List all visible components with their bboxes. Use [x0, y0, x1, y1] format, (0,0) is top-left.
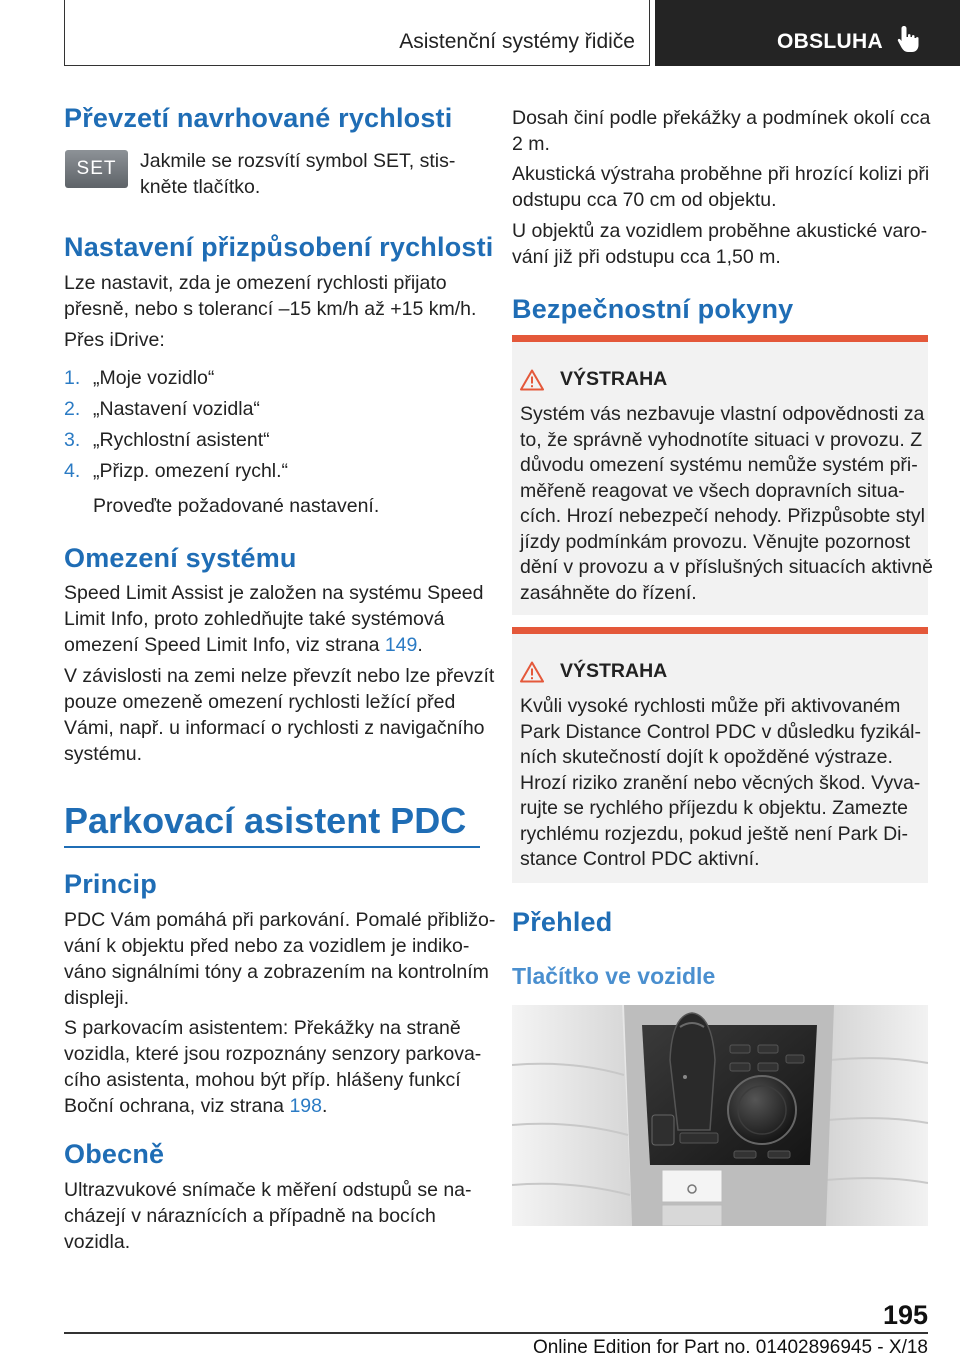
header-title-box — [64, 0, 650, 66]
range-text-1: Dosah činí podle překážky a podmínek okolí cca 2 m. — [512, 107, 931, 155]
heading-speed-adjust: Nastavení přizpůsobení rychlosti — [64, 232, 494, 262]
chapter-divider — [64, 846, 480, 848]
limits-text-1: Speed Limit Assist je založen na systému Speed Limit Info, proto zohledňujte také systémová omezení Speed Limit Info, viz strana 149. — [64, 582, 484, 656]
warning-box-1 — [512, 335, 933, 615]
warning-title: VÝSTRAHA — [560, 660, 668, 682]
step-item: 1. „Moje vozidlo“ — [64, 367, 215, 389]
chapter-title: Parkovací asistent PDC — [64, 800, 467, 841]
takeover-text: Jakmile se rozsvítí symbol SET, stis- kněte tlačítko. — [140, 150, 456, 198]
center-console-illustration — [512, 1005, 928, 1226]
header-section-tab — [655, 0, 960, 66]
heading-safety: Bezpečnostní pokyny — [512, 294, 794, 324]
range-text-2: Akustická výstraha proběhne při hrozící kolizi při odstupu cca 70 cm od objektu. — [512, 163, 930, 211]
header-section: OBSLUHA — [777, 30, 883, 53]
general-text: Ultrazvukové snímače k měření odstupů se na- cházejí v náraznících a případně na bocích vozidla. — [64, 1179, 472, 1253]
warning-text: Kvůli vysoké rychlosti může při aktivovaném Park Distance Control PDC v důsledku fyzikál- ních skutečností dojít k opožděné výstraze. Hrozí riziko zranění nebo věcných škod. Vyva- rujte se rychlého příjezdu k objektu. Zamezte rychlému rozjezdu, pokud ještě není Park Di- stance Control PDC aktivní. — [520, 695, 921, 870]
page-link-198[interactable]: 198 — [289, 1095, 322, 1117]
via-idrive-text: Přes iDrive: — [64, 329, 165, 351]
center-console-photo — [512, 1005, 928, 1226]
limits-text-2: V závislosti na zemi nelze převzít nebo lze převzít pouze omezeně omezení rychlosti ležící před Vámi, např. u informací o rychlosti z navigačního systému. — [64, 665, 495, 765]
page-number: 195 — [882, 1300, 928, 1330]
step-item: 3. „Rychlostní asistent“ — [64, 429, 270, 451]
set-symbol-icon: SET — [65, 150, 128, 188]
warning-title: VÝSTRAHA — [560, 368, 668, 390]
warning-box-2 — [512, 627, 928, 883]
range-text-3: U objektů za vozidlem proběhne akustické varo- vání již při odstupu cca 1,50 m. — [512, 220, 928, 268]
principle-text-1: PDC Vám pomáhá při parkování. Pomalé přibližo- vání k objektu před nebo za vozidlem je indiko- váno signálními tóny a zobrazením na kontrolním displeji. — [64, 909, 496, 1009]
pointing-hand-icon — [895, 24, 923, 54]
heading-general: Obecně — [64, 1139, 165, 1169]
idrive-steps — [64, 365, 288, 489]
adjust-text: Lze nastavit, zda je omezení rychlosti přijato přesně, nebo s tolerancí –15 km/h až +15 km/h. — [64, 272, 477, 320]
heading-button-in-vehicle: Tlačítko ve vozidle — [512, 963, 716, 989]
footer-divider — [64, 1332, 928, 1334]
warning-text: Systém vás nezbavuje vlastní odpovědnosti za to, že správně vyhodnotíte situaci v provozu. Z důvodu omezení systému nemůže systém při- měřeně reagovat ve všech dopravních situa- cích. Hrozí nebezpečí nehody. Přizpůsobte styl jízdy podmínkám provozu. Věnujte pozornost dění v provozu a v příslušných situacích aktivně zasáhněte do řízení. — [520, 403, 933, 604]
principle-text-2: S parkovacím asistentem: Překážky na straně vozidla, které jsou rozpoznány senzory parkova- cího asistenta, mohou být příp. hlášeny funkcí Boční ochrana, viz strana 198. — [64, 1017, 482, 1117]
step-item: 2. „Nastavení vozidla“ — [64, 398, 260, 420]
heading-principle: Princip — [64, 869, 157, 899]
warning-triangle-icon — [520, 369, 544, 391]
step-item: 4. „Přizp. omezení rychl.“ — [64, 460, 289, 482]
heading-overview: Přehled — [512, 907, 613, 937]
heading-system-limits: Omezení systému — [64, 543, 297, 573]
header-title: Asistenční systémy řidiče — [399, 30, 635, 53]
step-note: Proveďte požadované nastavení. — [93, 495, 380, 517]
heading-speed-takeover: Převzetí navrhované rychlosti — [64, 103, 453, 133]
warning-triangle-icon — [520, 661, 544, 683]
footer-edition: Online Edition for Part no. 01402896945 - X/18 — [532, 1337, 928, 1358]
page-link-149[interactable]: 149 — [384, 634, 418, 656]
